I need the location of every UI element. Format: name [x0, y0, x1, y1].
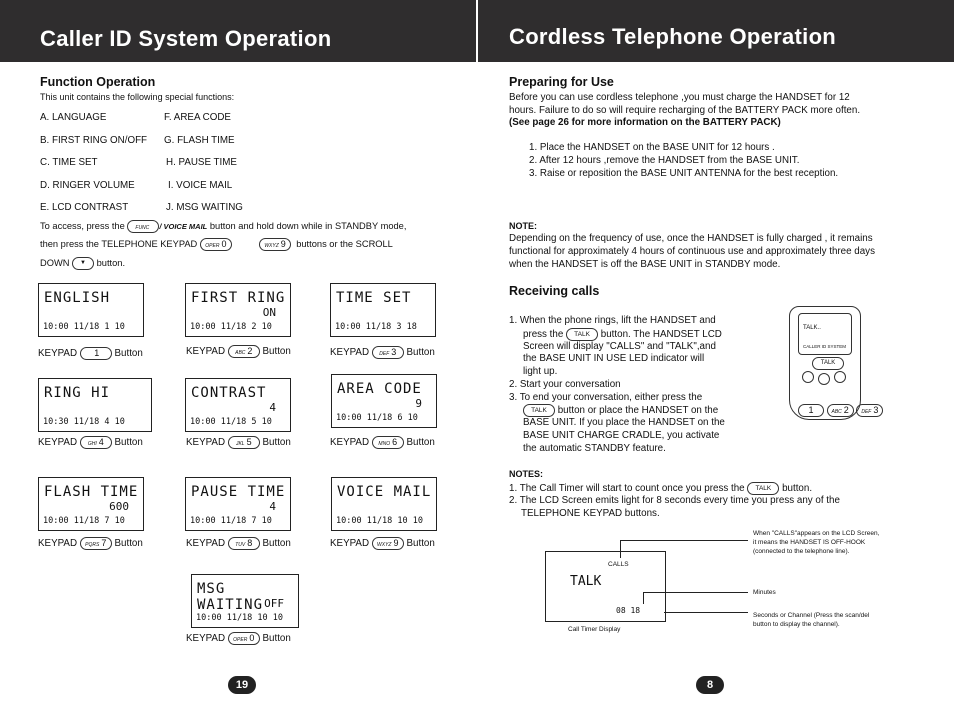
keypad-caption: KEYPAD TUV 8 Button	[186, 538, 291, 550]
prep-text: hours. Failure to do so will require recharging of the BATTERY PACK more often.	[509, 105, 861, 116]
recv-text: Screen will display "CALLS" and "TALK",and	[523, 341, 716, 352]
function-item: J. MSG WAITING	[166, 202, 243, 213]
lcd-screen: PAUSE TIME 4 10:00 11/18 7 10	[185, 477, 291, 531]
lcd-screen: FLASH TIME 600 10:00 11/18 7 10	[38, 477, 144, 531]
notes-text: 1. The Call Timer will start to count once you press the TALK button.	[509, 483, 813, 495]
keypad-caption: KEYPAD DEF 3 Button	[330, 347, 435, 359]
keypad-caption: KEYPAD 1 Button	[38, 348, 143, 360]
scroll-down-key: ▼	[72, 257, 94, 270]
keypad-caption: KEYPAD JKL 5 Button	[186, 437, 291, 449]
access-line-2: then press the TELEPHONE KEYPAD OPER 0 WXYZ 9 buttons or the SCROLL	[40, 239, 393, 250]
annotation: it means the HANDSET IS OFF-HOOK	[753, 539, 866, 546]
lcd-screen: TIME SET 10:00 11/18 3 18	[330, 283, 436, 337]
call-timer-lcd: CALLS TALK 08 18	[545, 551, 666, 622]
wxyz-key: WXYZ 9	[259, 238, 291, 251]
lcd-screen: CONTRAST 4 10:00 11/18 5 10	[185, 378, 291, 432]
keypad-caption: KEYPAD WXYZ 9 Button	[330, 538, 435, 550]
step-item: 2. After 12 hours ,remove the HANDSET from the BASE UNIT.	[529, 155, 800, 166]
annotation: Minutes	[753, 589, 776, 596]
notes-text: TELEPHONE KEYPAD buttons.	[521, 508, 660, 519]
function-item: B. FIRST RING ON/OFF	[40, 135, 148, 146]
access-line-1: To access, press the FUNC / VOICE MAIL button and hold down while in STANDBY mode,	[40, 221, 407, 232]
annotation: When "CALLS"appears on the LCD Screen,	[753, 530, 880, 537]
lcd-screen: FIRST RING ON 10:00 11/18 2 10	[185, 283, 291, 337]
recv-text: the automatic STANDBY feature.	[523, 443, 666, 454]
keypad-caption: KEYPAD GHI 4 Button	[38, 437, 143, 449]
function-operation-title: Function Operation	[40, 75, 156, 89]
recv-text: BASE UNIT. If you place the HANDSET on the	[523, 417, 725, 428]
keypad-caption: KEYPAD PQRS 7 Button	[38, 538, 143, 550]
page-number: 19	[228, 676, 256, 694]
step-item: 3. Raise or reposition the BASE UNIT ANTENNA for the best reception.	[529, 168, 839, 179]
function-item: F. AREA CODE	[164, 112, 231, 123]
function-item: D. RINGER VOLUME	[40, 180, 135, 191]
handset-illustration: TALK.. CALLER ID SYSTEM TALK	[789, 306, 861, 420]
function-item: I. VOICE MAIL	[168, 180, 233, 191]
function-item: A. LANGUAGE	[40, 112, 107, 123]
note-text: Depending on the frequency of use, once the HANDSET is fully charged , it remains	[509, 233, 873, 244]
keypad-caption: KEYPAD OPER 0 Button	[186, 633, 291, 645]
lcd-screen: ENGLISH 10:00 11/18 1 10	[38, 283, 144, 337]
recv-text: TALK button or place the HANDSET on the	[523, 404, 718, 418]
step-item: 1. Place the HANDSET on the BASE UNIT for 12 hours .	[529, 142, 775, 153]
annotation: Seconds or Channel (Press the scan/del	[753, 612, 870, 619]
note-title: NOTE:	[509, 221, 537, 231]
note-text: when the HANDSET is off the BASE UNIT in STANDBY mode.	[509, 259, 781, 270]
recv-text: 3. To end your conversation, either press the	[509, 392, 703, 403]
lcd-screen: RING HI 10:30 11/18 4 10	[38, 378, 152, 432]
annotation: (connected to the telephone line).	[753, 548, 850, 555]
page-number: 8	[696, 676, 724, 694]
note-text: functional for approximately 4 hours of continuous use and approximately three days	[509, 246, 875, 257]
recv-text: BASE UNIT CHARGE CRADLE, you activate	[523, 430, 720, 441]
notes-text: 2. The LCD Screen emits light for 8 seconds every time you press any of the	[509, 495, 840, 506]
function-item: C. TIME SET	[40, 157, 98, 168]
oper-key: OPER 0	[200, 238, 232, 251]
left-page-title: Caller ID System Operation	[40, 26, 332, 51]
prep-text: (See page 26 for more information on the BATTERY PACK)	[509, 117, 781, 128]
receiving-title: Receiving calls	[509, 284, 600, 298]
function-item: E. LCD CONTRAST	[40, 202, 129, 213]
notes-title: NOTES:	[509, 469, 544, 479]
keypad-caption: KEYPAD ABC 2 Button	[186, 346, 291, 358]
function-item: G. FLASH TIME	[164, 135, 235, 146]
recv-text: 1. When the phone rings, lift the HANDSET and	[509, 315, 716, 326]
func-key: FUNC	[127, 220, 159, 233]
function-item: H. PAUSE TIME	[166, 157, 237, 168]
prep-text: Before you can use cordless telephone ,you must charge the HANDSET for 12	[509, 92, 850, 103]
preparing-title: Preparing for Use	[509, 75, 614, 89]
access-line-3: DOWN ▼ button.	[40, 257, 125, 270]
annotation: button to display the channel).	[753, 621, 840, 628]
diagram-caption: Call Timer Display	[568, 626, 621, 633]
recv-text: press the TALK button. The HANDSET LCD	[523, 329, 722, 341]
lcd-screen: AREA CODE 9 10:00 11/18 6 10	[331, 374, 437, 428]
phone-keys: 1 ABC 2 DEF 3	[798, 404, 883, 417]
recv-text: 2. Start your conversation	[509, 379, 621, 390]
recv-text: the BASE UNIT IN USE LED indicator will	[523, 353, 705, 364]
intro-text: This unit contains the following special functions:	[40, 92, 235, 102]
lcd-screen: VOICE MAIL 10:00 11/18 10 10	[331, 477, 437, 531]
right-page-title: Cordless Telephone Operation	[509, 24, 837, 49]
recv-text: light up.	[523, 366, 558, 377]
handset-lcd: TALK.. CALLER ID SYSTEM	[798, 313, 852, 355]
lcd-screen: MSG WAITING OFF 10:00 11/18 10 10	[191, 574, 299, 628]
keypad-caption: KEYPAD MNO 6 Button	[330, 437, 435, 449]
